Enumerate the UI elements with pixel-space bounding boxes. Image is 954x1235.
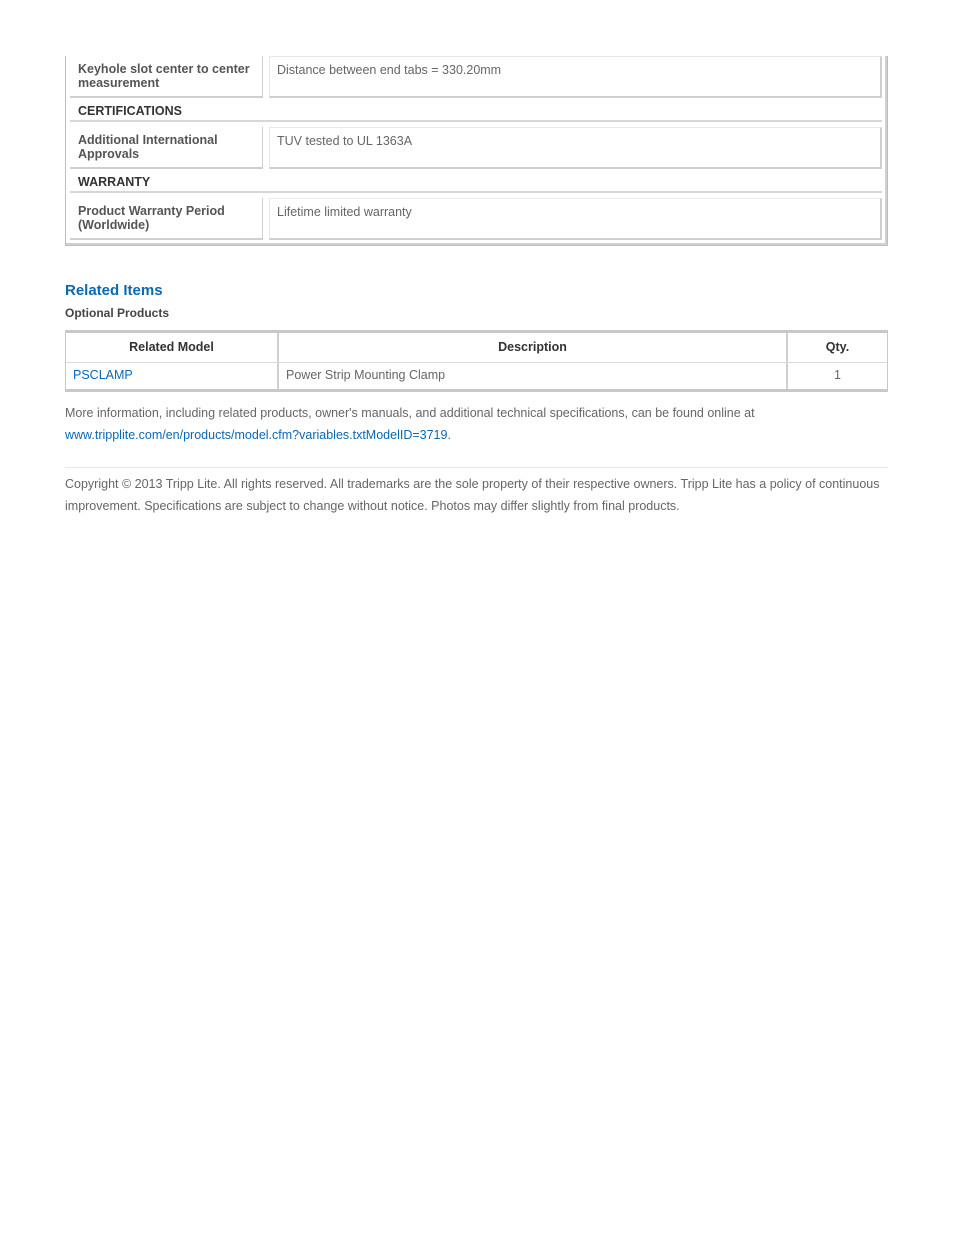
spec-row-approvals <box>70 127 882 169</box>
table-header-row <box>66 333 887 362</box>
spec-row-warranty <box>70 198 882 240</box>
spec-label: Keyhole slot center to center measurement <box>70 56 263 98</box>
table-row <box>66 362 887 389</box>
related-description: Power Strip Mounting Clamp <box>279 363 788 389</box>
spec-value: Distance between end tabs = 330.20mm <box>269 56 882 98</box>
header-description: Description <box>279 333 788 362</box>
spec-value: TUV tested to UL 1363A <box>269 127 882 169</box>
product-page-link[interactable]: www.tripplite.com/en/products/model.cfm?variables.txtModelID=3719 <box>65 428 448 442</box>
section-heading-certifications: CERTIFICATIONS <box>70 98 882 122</box>
divider <box>65 467 888 468</box>
header-related-model: Related Model <box>66 333 279 362</box>
more-info-period: . <box>447 428 451 442</box>
spec-label: Product Warranty Period (Worldwide) <box>70 198 263 240</box>
optional-products-heading: Optional Products <box>65 306 170 320</box>
related-products-table <box>65 330 888 392</box>
copyright-text: Copyright © 2013 Tripp Lite. All rights reserved. All trademarks are the sole property of their respective owners. Tripp Lite has a policy of continuous improvement. Specifications are subject to change without notice. Photos may differ slightly from final products. <box>65 477 880 513</box>
section-heading-warranty: WARRANTY <box>70 169 882 193</box>
spec-value: Lifetime limited warranty <box>269 198 882 240</box>
related-items-heading: Related Items <box>65 282 163 299</box>
page-content <box>65 56 888 513</box>
more-info-text <box>65 402 888 446</box>
related-qty: 1 <box>834 368 841 382</box>
related-model-link[interactable]: PSCLAMP <box>66 363 279 389</box>
spec-label: Additional International Approvals <box>70 127 263 169</box>
header-qty: Qty. <box>825 340 850 354</box>
more-info-sentence: More information, including related products, owner's manuals, and additional technical specifications, can be found online at <box>65 406 755 420</box>
spec-table <box>65 56 888 246</box>
spec-row-keyhole <box>70 56 882 98</box>
